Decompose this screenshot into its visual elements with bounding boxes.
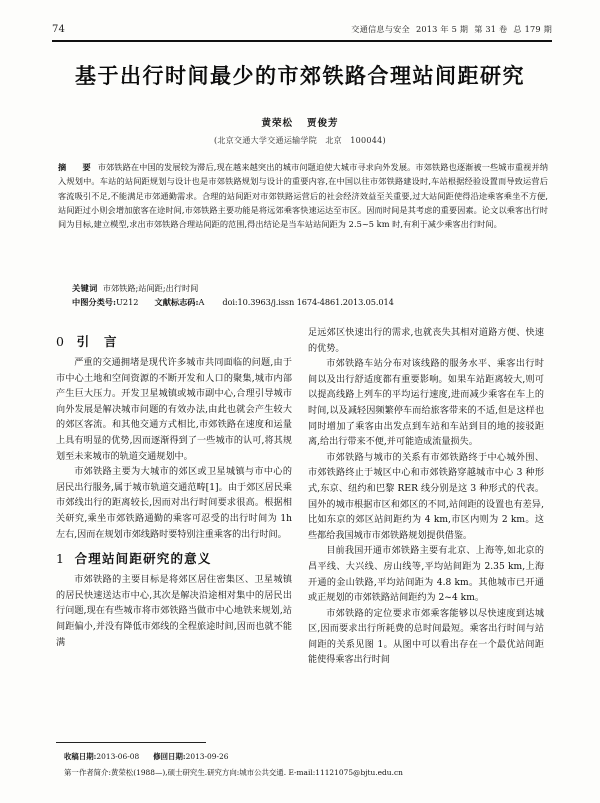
footnote-block [64, 750, 550, 779]
section-title: 引 言 [76, 334, 118, 349]
paragraph: 市郊铁路的定位要求市郊乘客能够以尽快速度到达城区,因而要求出行所耗费的总时间最短。乘客出行时间与站间距的关系见图 1。从图中可以看出存在一个最优站间距能使得乘客出行时间 [308, 608, 544, 666]
page-number: 74 [52, 24, 66, 35]
author-affiliation: (北京交通大学交通运输学院 北京 100044) [214, 136, 386, 145]
section-number: 1 [56, 551, 65, 567]
section-title: 合理站间距研究的意义 [74, 551, 212, 567]
footnote-dates [64, 750, 550, 763]
abstract-block [58, 160, 548, 231]
abstract-label: 摘 要 [58, 162, 95, 172]
journal-name: 交通信息与安全 [351, 24, 410, 34]
header-rule [52, 40, 552, 42]
paragraph: 市郊铁路车站分布对该线路的服务水平、乘客出行时间以及出行舒适度都有重要影响。如果车站距离较大,则可以提高线路上列车的平均运行速度,进而减少乘客在车上的时间,以及减轻因频繁停车而给旅客带来的不适,但是这样也同时增加了乘客由出发点到车站和车站到目的地的接驳距离,给出行带来不便,并可能造成流量损失。 [308, 359, 544, 448]
revised-date: 2013-09-26 [185, 752, 229, 761]
author-name-1: 黄荣松 [261, 118, 293, 129]
footnote-rule [56, 742, 206, 743]
body-column-left [56, 326, 292, 651]
journal-info [351, 24, 552, 35]
journal-serial: 总 179 期 [513, 24, 552, 34]
received-date: 2013-06-08 [96, 752, 140, 761]
journal-volume: 第 31 卷 [474, 24, 508, 34]
author-name-2: 贾俊芳 [307, 118, 339, 129]
paragraph: 市郊铁路主要为大城市的郊区或卫星城镇与市中心的居民出行服务,属于城市轨道交通范畴[1]。由于郊区居民乘市郊线出行的距离较长,因而对出行时间要求很高。根据相关研究,乘坐市郊铁路通勤的乘客可忍受的出行时间为 1h 左右,因而在规划市郊线路时要特别注重乘客的出行时间。 [56, 467, 292, 540]
journal-issue: 2013 年 5 期 [415, 24, 469, 34]
classification-block [72, 296, 548, 309]
doi-value: doi:10.3963/j.issn 1674-4861.2013.05.014 [222, 297, 394, 307]
clc-value: U212 [115, 297, 139, 307]
paragraph: 严重的交通拥堵是现代许多城市共同面临的问题,由于市中心土地和空间资源的不断开发和人口的聚集,城市内部产生巨大压力。开发卫星城镇或城市副中心,合理引导城市向外发展是解决城市问题的有效办法,由此也就会产生较大的郊区客流。和其他交通方式相比,市郊铁路在速度和运量上具有明显的优势,因而逐渐得到了一些城市的认可,将其规划至未来城市的轨道交通规划中。 [56, 358, 292, 462]
keywords-block [72, 282, 548, 295]
section-number: 0 [56, 334, 65, 349]
section-heading-1 [56, 550, 292, 568]
paragraph: 足远郊区快速出行的需求,也就丧失其相对道路方便、快速的优势。 [308, 328, 544, 354]
section-heading-intro [56, 333, 292, 351]
doc-code-value: A [198, 297, 205, 307]
keywords-label: 关键词 [72, 283, 98, 293]
paragraph: 目前我国开通市郊铁路主要有北京、上海等,如北京的昌平线、大兴线、房山线等,平均站间距为 2.35 km,上海开通的金山铁路,平均站间距为 4.8 km。其他城市已开通或正规划的市郊铁路站间距约为 2~4 km。 [308, 546, 544, 604]
footnote-author-bio: 第一作者简介:黄荣松(1988—),硕士研究生.研究方向:城市公共交通. E-mail:11121075@bjtu.edu.cn [64, 768, 403, 777]
page-title: 基于出行时间最少的市郊铁路合理站间距研究 [75, 63, 525, 88]
author-list [0, 115, 600, 129]
abstract-text: 市郊铁路在中国的发展较为滞后,现在越来越突出的城市问题迫使大城市寻求向外发展。市郊铁路也逐渐被一些城市重视并纳入规划中。车站的站间距规划与设计也是市郊铁路规划与设计的重要内容,在中国以往市郊铁路建设时,车站根据经验设置而导致运营后客流吸引不足,不能满足市郊通勤需求。合理的站间距对市郊铁路运营后的社会经济效益至关重要,过大站间距使得沿途乘客乘坐不方便,站间距过小则会增加旅客在途时间,市郊铁路主要功能是将远郊乘客快速运达至市区。因而时间是其考虑的重要因素。论文以乘客出行时间为目标,建立模型,求出市郊铁路合理站间距的范围,得出结论是当车站站间距为 2.5~5 km 时,有利于减少乘客出行时间。 [58, 162, 548, 230]
clc-label: 中图分类号: [72, 297, 116, 307]
body-column-right [308, 326, 544, 669]
doc-code-label: 文献标志码: [154, 297, 199, 307]
paragraph: 市郊铁路与城市的关系有市郊铁路终于中心城外围、市郊铁路终止于城区中心和市郊铁路穿越城市中心 3 种形式,东京、纽约和巴黎 RER 线分别是这 3 种形式的代表。国外的城市根据市区和郊区的不同,站间距的设置也有差异,比如东京的郊区站间距约为 4 km,市区内则为 2 km。这些都给我国城市市郊铁路规划提供借鉴。 [308, 452, 544, 541]
revised-label: 修回日期: [153, 752, 186, 761]
received-label: 收稿日期: [64, 752, 97, 761]
keywords-value: 市郊铁路;站间距;出行时间 [102, 283, 199, 293]
running-head [52, 24, 552, 35]
paragraph: 市郊铁路的主要目标是将郊区居住密集区、卫星城镇的居民快速送达市中心,其次是解决沿途相对集中的居民出行问题,现在有些城市将市郊铁路当做市中心地铁来规划,站间距偏小,并没有降低市郊线的全程旅途时间,因而也就不能满 [56, 575, 292, 648]
